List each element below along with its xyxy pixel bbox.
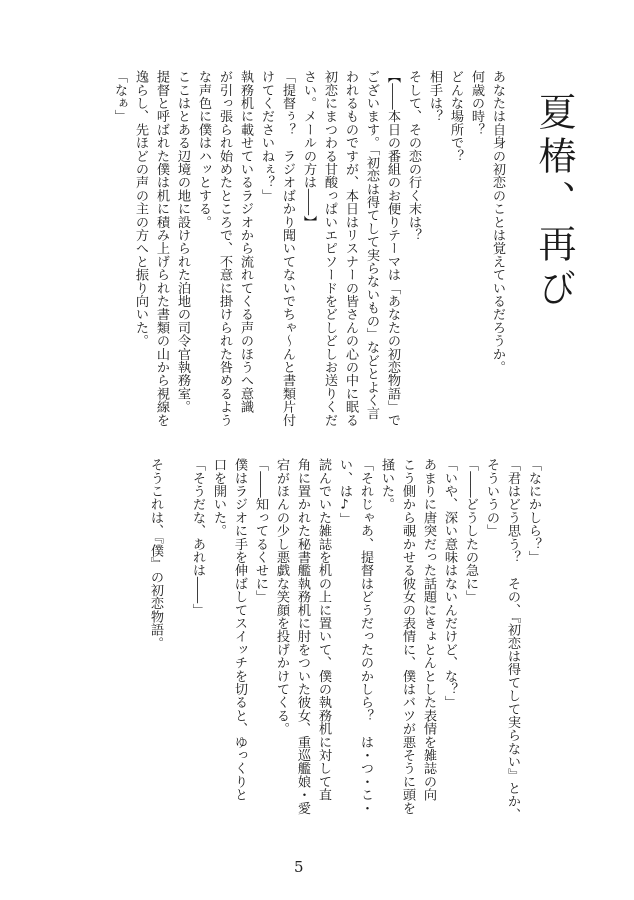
text-line: あまりに唐突だった話題にきょとんとした表情を雑誌の向 <box>421 458 436 802</box>
blank-line <box>166 458 187 823</box>
chapter-title: 夏椿、再び <box>532 92 576 312</box>
text-line: 執務机に載せているラジオから流れてくる声のほうへ意識 <box>238 70 253 414</box>
text-line: 「それじゃあ、提督はどうだったのかしら？ は・つ・こ・ <box>358 458 373 815</box>
text-line: 提督と呼ばれた僕は机に積み上げられた書類の山から視線を <box>154 70 169 427</box>
text-line: ここはとある辺境の地に設けられた泊地の司令官執務室。 <box>175 70 190 414</box>
text-line: どんな場所で？ <box>448 70 463 163</box>
text-line: い、は♪」 <box>337 458 352 526</box>
text-line: 「なぁ」 <box>112 70 127 123</box>
text-line: そうこれは、『僕』の初恋物語。 <box>148 458 163 650</box>
text-line: 初恋にまつわる甘酸っぱいエピソードをどしどしお送りくだ <box>322 70 337 427</box>
text-line: ございます。「初恋は得てして実らないもの」などとよく言 <box>364 70 379 420</box>
text-line: こう側から覗かせる彼女の表情に、僕はバツが悪そうに頭を <box>400 458 415 815</box>
text-line: 口を開いた。 <box>211 458 226 538</box>
text-line: 宕がほんの少し悪戯な笑顔を投げかけてくる。 <box>274 458 289 736</box>
text-line: 「そうだな、あれは――」 <box>190 458 205 617</box>
text-line: 読んでいた雑誌を机の上に置いて、僕の執務机に対して直 <box>316 458 331 802</box>
text-line: 「いや、深い意味はないんだけど、な？」 <box>442 458 457 709</box>
text-line: けてくださいねぇ？」 <box>259 70 274 202</box>
text-line: 「君はどう思う？ その、『初恋は得てして実らない』とか、 <box>505 458 520 821</box>
text-line: 「――知ってるくせに」 <box>253 458 268 604</box>
text-line: 僕はラジオに手を伸ばしてスイッチを切ると、ゆっくりと <box>232 458 247 802</box>
text-line: が引っ張られ始めたところで、不意に掛けられた咎めるよう <box>217 70 232 427</box>
text-line: 【――本日の番組のお便りテーマは「あなたの初恋物語」で <box>385 70 400 427</box>
text-line: 「提督ぅ？ ラジオばかり聞いてないでちゃ～んと書類片付 <box>280 70 295 427</box>
page-number: 5 <box>294 858 304 876</box>
text-line: 何歳の時？ <box>469 70 484 136</box>
text-block-upper <box>109 70 508 470</box>
text-line: 逸らし、先ほどの声の主の方へと振り向いた。 <box>133 70 148 348</box>
text-block-lower <box>145 458 544 823</box>
text-line: な声色に僕はハッとする。 <box>196 70 211 229</box>
text-line: そういうの」 <box>484 458 499 538</box>
text-line: 「なにかしら？」 <box>526 458 541 564</box>
text-line: 「――どうしたの急に」 <box>463 458 478 604</box>
text-line: あなたは自身の初恋のことは覚えているだろうか。 <box>490 70 505 374</box>
text-line: さい。メールの方は――】 <box>301 70 316 229</box>
text-line: そして、その恋の行く末は？ <box>406 70 421 242</box>
text-line: 掻いた。 <box>379 458 394 511</box>
text-line: われるものですが、本日はリスナーの皆さんの心の中に眠る <box>343 70 358 427</box>
text-line: 角に置かれた秘書艦執務机に肘をついた彼女、重巡艦娘・愛 <box>295 458 310 815</box>
text-line: 相手は？ <box>427 70 442 123</box>
